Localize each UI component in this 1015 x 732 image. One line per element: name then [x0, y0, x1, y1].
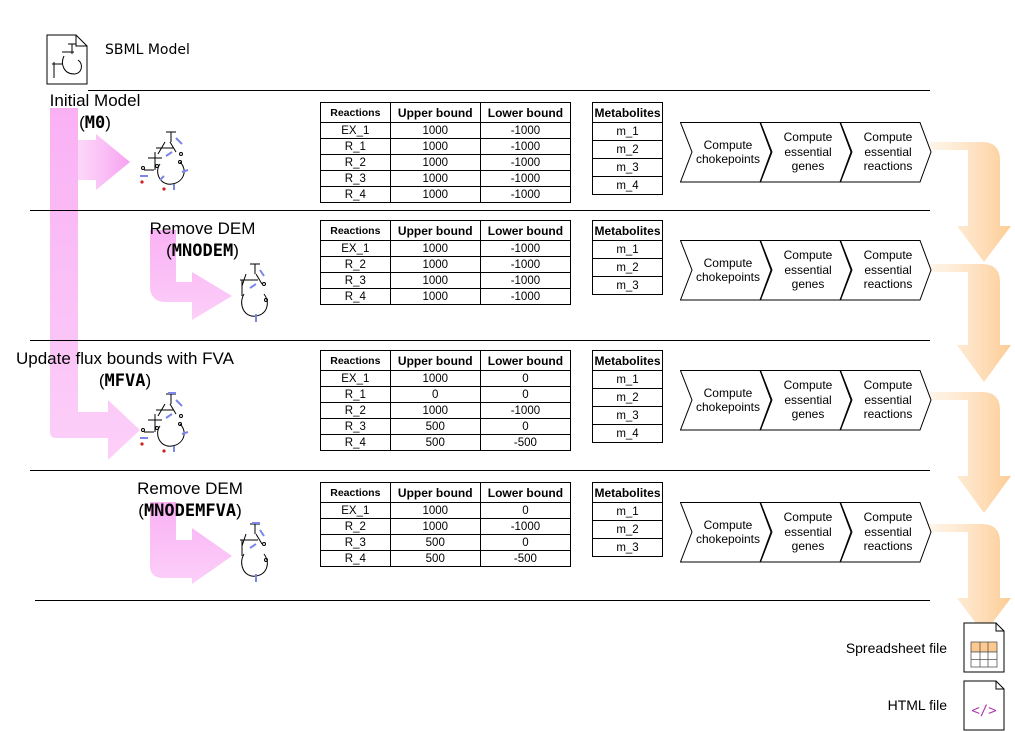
table-row	[321, 187, 571, 203]
step-compute-essential-reactions	[840, 502, 932, 562]
metabolite-id: m_3	[593, 407, 663, 425]
reaction-id: R_3	[321, 419, 391, 435]
step-compute-essential-genes	[760, 502, 852, 562]
table-row	[321, 241, 571, 257]
model-code-wrapper: (MNODEM)	[166, 241, 239, 261]
lower-bound: -1000	[480, 187, 570, 203]
upper-bound: 1000	[390, 123, 480, 139]
upper-bound: 1000	[390, 273, 480, 289]
lower-bound-header: Lower bound	[480, 351, 570, 371]
network-icon-mnodemfva	[230, 520, 276, 584]
lower-bound: -1000	[480, 289, 570, 305]
upper-bound: 1000	[390, 187, 480, 203]
table-row	[321, 171, 571, 187]
step-label: Compute essential reactions	[863, 130, 913, 174]
table-row	[321, 123, 571, 139]
separator-line-3	[30, 340, 930, 341]
lower-bound: 0	[480, 535, 570, 551]
reaction-id: R_1	[321, 387, 391, 403]
step-compute-essential-genes	[760, 122, 852, 182]
network-icon-m0	[134, 128, 194, 192]
upper-bound: 1000	[390, 241, 480, 257]
model-code: MNODEM	[171, 241, 234, 261]
upper-bound: 1000	[390, 519, 480, 535]
model-code-wrapper: (M0)	[79, 113, 111, 133]
metabolites-header: Metabolites	[593, 103, 663, 123]
step-label: Compute essential reactions	[863, 510, 913, 554]
lower-bound: -1000	[480, 123, 570, 139]
step-label: Compute essential reactions	[863, 378, 913, 422]
upper-bound: 1000	[390, 155, 480, 171]
lower-bound: -1000	[480, 241, 570, 257]
section-title-remove-dem-1	[130, 218, 275, 262]
upper-bound: 1000	[390, 371, 480, 387]
table-header-row	[321, 351, 571, 371]
orange-arrows	[930, 142, 1011, 634]
sbml-model-label: SBML Model	[105, 42, 190, 58]
html-code-icon: </>	[971, 703, 997, 719]
upper-bound-header: Upper bound	[390, 103, 480, 123]
spreadsheet-file-icon	[963, 622, 1007, 674]
html-file-icon	[963, 680, 1007, 732]
step-compute-essential-reactions	[840, 122, 932, 182]
table-header-row	[321, 483, 571, 503]
reactions-table-mnodemfva	[320, 482, 571, 567]
model-code: MFVA	[104, 371, 146, 391]
metabolite-id: m_4	[593, 177, 663, 195]
table-row	[321, 535, 571, 551]
upper-bound: 1000	[390, 139, 480, 155]
orange-arrow-2	[930, 264, 1011, 382]
lower-bound: -1000	[480, 171, 570, 187]
step-label: Compute essential genes	[783, 248, 833, 292]
upper-bound: 500	[390, 435, 480, 451]
lower-bound-header: Lower bound	[480, 483, 570, 503]
table-row	[593, 241, 663, 259]
step-compute-essential-genes	[760, 370, 852, 430]
orange-arrow-1	[930, 142, 1011, 262]
network-icon-mfva	[134, 390, 194, 454]
table-row	[593, 425, 663, 443]
table-header-row	[321, 221, 571, 241]
section-title-text: Remove DEM	[149, 219, 256, 238]
table-row	[321, 371, 571, 387]
orange-arrow-4	[930, 524, 1011, 634]
table-row	[593, 371, 663, 389]
reaction-id: R_4	[321, 435, 391, 451]
reaction-id: R_2	[321, 257, 391, 273]
separator-line-4	[30, 470, 930, 471]
html-file-label: HTML file	[887, 697, 947, 713]
metabolites-table-mfva	[592, 350, 663, 443]
upper-bound: 500	[390, 419, 480, 435]
step-compute-essential-reactions	[840, 370, 932, 430]
table-row	[593, 277, 663, 295]
step-label: Compute chokepoints	[695, 385, 761, 414]
reaction-id: R_2	[321, 155, 391, 171]
section-title-text: Initial Model	[49, 91, 141, 110]
network-icon-mnodem	[230, 260, 276, 324]
step-label: Compute chokepoints	[695, 255, 761, 284]
metabolites-table-mnodem	[592, 220, 663, 295]
sbml-file-icon	[46, 34, 90, 86]
section-title-text: Update flux bounds with FVA	[16, 349, 234, 368]
reaction-id: R_3	[321, 273, 391, 289]
table-row	[593, 123, 663, 141]
step-compute-chokepoints	[680, 502, 772, 562]
reactions-table-mnodem	[320, 220, 571, 305]
table-row	[321, 551, 571, 567]
metabolite-id: m_1	[593, 503, 663, 521]
reactions-header: Reactions	[321, 351, 391, 371]
table-row	[593, 177, 663, 195]
upper-bound: 1000	[390, 257, 480, 273]
step-compute-chokepoints	[680, 370, 772, 430]
lower-bound: -1000	[480, 403, 570, 419]
step-label: Compute essential genes	[783, 378, 833, 422]
reaction-id: R_4	[321, 289, 391, 305]
table-row	[593, 259, 663, 277]
table-row	[321, 139, 571, 155]
reaction-id: EX_1	[321, 241, 391, 257]
metabolite-id: m_1	[593, 241, 663, 259]
metabolites-header: Metabolites	[593, 221, 663, 241]
lower-bound: -1000	[480, 273, 570, 289]
metabolite-id: m_1	[593, 123, 663, 141]
model-code-wrapper: (MFVA)	[98, 371, 152, 391]
metabolite-id: m_2	[593, 141, 663, 159]
spreadsheet-file-label: Spreadsheet file	[845, 640, 947, 656]
table-row	[593, 141, 663, 159]
section-title-text: Remove DEM	[137, 479, 243, 498]
upper-bound: 1000	[390, 403, 480, 419]
table-row	[321, 435, 571, 451]
step-compute-chokepoints	[680, 122, 772, 182]
section-title-remove-dem-2	[110, 478, 270, 522]
metabolites-table-m0	[592, 102, 663, 195]
metabolite-id: m_1	[593, 371, 663, 389]
pink-arrow-section-1	[78, 134, 130, 190]
table-row	[593, 503, 663, 521]
reaction-id: R_4	[321, 187, 391, 203]
upper-bound-header: Upper bound	[390, 483, 480, 503]
metabolite-id: m_4	[593, 425, 663, 443]
upper-bound: 0	[390, 387, 480, 403]
reactions-header: Reactions	[321, 221, 391, 241]
lower-bound: -1000	[480, 139, 570, 155]
upper-bound-header: Upper bound	[390, 351, 480, 371]
table-header-row	[321, 103, 571, 123]
table-row	[321, 403, 571, 419]
separator-line-2	[30, 210, 930, 211]
reaction-id: EX_1	[321, 371, 391, 387]
upper-bound: 500	[390, 535, 480, 551]
reactions-header: Reactions	[321, 103, 391, 123]
step-label: Compute essential reactions	[863, 248, 913, 292]
table-row	[321, 519, 571, 535]
lower-bound-header: Lower bound	[480, 103, 570, 123]
table-row	[321, 289, 571, 305]
metabolites-header: Metabolites	[593, 483, 663, 503]
upper-bound: 1000	[390, 289, 480, 305]
step-label: Compute chokepoints	[695, 517, 761, 546]
reaction-id: R_3	[321, 171, 391, 187]
step-compute-chokepoints	[680, 240, 772, 300]
section-title-update-fva	[0, 348, 250, 392]
reaction-id: R_2	[321, 519, 391, 535]
upper-bound: 500	[390, 551, 480, 567]
step-label: Compute essential genes	[783, 130, 833, 174]
reaction-id: R_1	[321, 139, 391, 155]
metabolites-table-mnodemfva	[592, 482, 663, 557]
lower-bound: 0	[480, 387, 570, 403]
reactions-table-m0	[320, 102, 571, 203]
metabolite-id: m_3	[593, 539, 663, 557]
reaction-id: R_3	[321, 535, 391, 551]
lower-bound: -500	[480, 551, 570, 567]
step-label: Compute essential genes	[783, 510, 833, 554]
model-code: MNODEMFVA	[143, 501, 237, 521]
reactions-table-mfva	[320, 350, 571, 451]
lower-bound: -1000	[480, 257, 570, 273]
table-row	[321, 419, 571, 435]
upper-bound: 1000	[390, 503, 480, 519]
lower-bound: -500	[480, 435, 570, 451]
separator-line-5	[35, 600, 930, 601]
step-compute-essential-reactions	[840, 240, 932, 300]
reaction-id: R_4	[321, 551, 391, 567]
table-row	[321, 503, 571, 519]
table-row	[593, 539, 663, 557]
table-row	[321, 257, 571, 273]
metabolites-header: Metabolites	[593, 351, 663, 371]
model-code: M0	[84, 113, 106, 133]
reaction-id: R_2	[321, 403, 391, 419]
lower-bound: 0	[480, 419, 570, 435]
metabolite-id: m_2	[593, 521, 663, 539]
lower-bound: 0	[480, 371, 570, 387]
model-code-wrapper: (MNODEMFVA)	[138, 501, 242, 521]
table-row	[321, 155, 571, 171]
separator-line-1	[88, 90, 930, 91]
metabolite-id: m_3	[593, 277, 663, 295]
lower-bound-header: Lower bound	[480, 221, 570, 241]
table-row	[593, 521, 663, 539]
table-row	[593, 407, 663, 425]
table-row	[593, 159, 663, 177]
metabolite-id: m_3	[593, 159, 663, 177]
upper-bound-header: Upper bound	[390, 221, 480, 241]
reactions-header: Reactions	[321, 483, 391, 503]
lower-bound: 0	[480, 503, 570, 519]
lower-bound: -1000	[480, 155, 570, 171]
orange-arrow-3	[930, 392, 1011, 513]
metabolite-id: m_2	[593, 259, 663, 277]
step-compute-essential-genes	[760, 240, 852, 300]
reaction-id: EX_1	[321, 503, 391, 519]
lower-bound: -1000	[480, 519, 570, 535]
table-row	[321, 273, 571, 289]
reaction-id: EX_1	[321, 123, 391, 139]
table-row	[321, 387, 571, 403]
table-row	[593, 389, 663, 407]
upper-bound: 1000	[390, 171, 480, 187]
step-label: Compute chokepoints	[695, 137, 761, 166]
metabolite-id: m_2	[593, 389, 663, 407]
